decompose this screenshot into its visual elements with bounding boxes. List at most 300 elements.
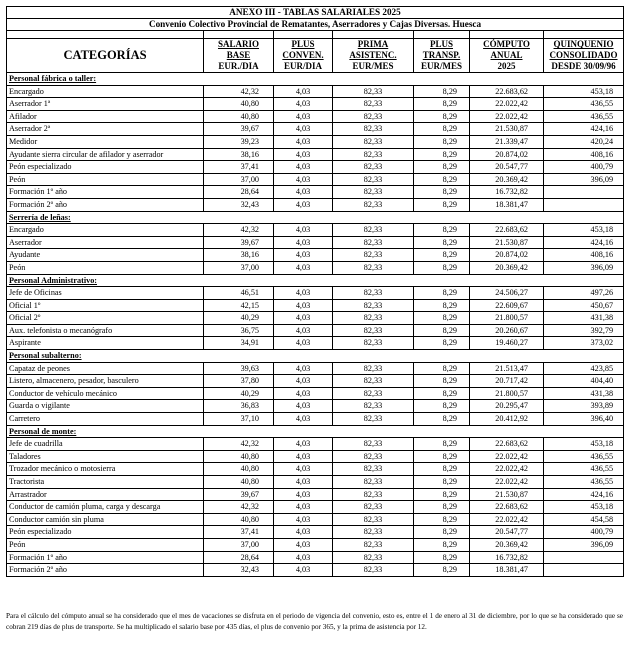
quinquenio-cell: 424,16 bbox=[544, 123, 624, 136]
prima-cell: 82,33 bbox=[333, 299, 414, 312]
table-row bbox=[7, 173, 624, 186]
page-subtitle: Convenio Colectivo Provincial de Rematantes, Aserradores y Cajas Diversas. Huesca bbox=[7, 19, 624, 31]
category-cell: Guarda o vigilante bbox=[7, 400, 204, 413]
quinquenio-cell: 396,09 bbox=[544, 538, 624, 551]
category-cell: Peón bbox=[7, 173, 204, 186]
computo-cell: 20.717,42 bbox=[470, 375, 544, 388]
salario-base-cell: 38,16 bbox=[204, 148, 274, 161]
prima-cell: 82,33 bbox=[333, 135, 414, 148]
section-header-row bbox=[7, 425, 624, 438]
salario-base-cell: 39,67 bbox=[204, 123, 274, 136]
quinquenio-cell: 454,58 bbox=[544, 513, 624, 526]
plus-conven-cell: 4,03 bbox=[274, 173, 333, 186]
computo-cell: 22.683,62 bbox=[470, 501, 544, 514]
table-row bbox=[7, 513, 624, 526]
prima-cell: 82,33 bbox=[333, 186, 414, 199]
plus-transp-cell: 8,29 bbox=[414, 299, 470, 312]
header-prima bbox=[333, 39, 414, 73]
table-row bbox=[7, 526, 624, 539]
category-cell: Aserrador 1ª bbox=[7, 98, 204, 111]
plus-transp-cell: 8,29 bbox=[414, 198, 470, 211]
computo-cell: 20.412,92 bbox=[470, 413, 544, 426]
quinquenio-cell: 431,38 bbox=[544, 387, 624, 400]
prima-cell: 82,33 bbox=[333, 526, 414, 539]
category-cell: Peón especializado bbox=[7, 161, 204, 174]
salario-base-cell: 37,00 bbox=[204, 173, 274, 186]
header-categorias: CATEGORÍAS bbox=[7, 39, 204, 73]
plus-transp-cell: 8,29 bbox=[414, 501, 470, 514]
computo-cell: 20.547,77 bbox=[470, 161, 544, 174]
plus-conven-cell: 4,03 bbox=[274, 476, 333, 489]
plus-transp-cell: 8,29 bbox=[414, 249, 470, 262]
quinquenio-cell: 400,79 bbox=[544, 526, 624, 539]
category-cell: Aspirante bbox=[7, 337, 204, 350]
salario-base-cell: 32,43 bbox=[204, 564, 274, 577]
table-row bbox=[7, 551, 624, 564]
header-line: QUINQUENIO bbox=[553, 39, 614, 49]
table-row bbox=[7, 387, 624, 400]
salario-base-cell: 38,16 bbox=[204, 249, 274, 262]
salario-base-cell: 40,29 bbox=[204, 312, 274, 325]
plus-conven-cell: 4,03 bbox=[274, 198, 333, 211]
salario-base-cell: 40,80 bbox=[204, 463, 274, 476]
plus-conven-cell: 4,03 bbox=[274, 438, 333, 451]
prima-cell: 82,33 bbox=[333, 438, 414, 451]
plus-transp-cell: 8,29 bbox=[414, 312, 470, 325]
salario-base-cell: 42,32 bbox=[204, 501, 274, 514]
table-row bbox=[7, 198, 624, 211]
plus-transp-cell: 8,29 bbox=[414, 438, 470, 451]
salario-base-cell: 39,23 bbox=[204, 135, 274, 148]
category-cell: Conductor de vehículo mecánico bbox=[7, 387, 204, 400]
plus-conven-cell: 4,03 bbox=[274, 186, 333, 199]
prima-cell: 82,33 bbox=[333, 501, 414, 514]
prima-cell: 82,33 bbox=[333, 538, 414, 551]
quinquenio-cell: 453,18 bbox=[544, 85, 624, 98]
plus-conven-cell: 4,03 bbox=[274, 161, 333, 174]
header-unit: EUR/MES bbox=[352, 61, 394, 71]
spacer-cell bbox=[7, 31, 204, 39]
plus-transp-cell: 8,29 bbox=[414, 551, 470, 564]
computo-cell: 20.874,02 bbox=[470, 249, 544, 262]
plus-conven-cell: 4,03 bbox=[274, 135, 333, 148]
plus-conven-cell: 4,03 bbox=[274, 387, 333, 400]
plus-transp-cell: 8,29 bbox=[414, 186, 470, 199]
section-header-row bbox=[7, 73, 624, 86]
category-cell: Oficial 2º bbox=[7, 312, 204, 325]
salario-base-cell: 42,32 bbox=[204, 224, 274, 237]
table-row bbox=[7, 450, 624, 463]
salario-base-cell: 39,63 bbox=[204, 362, 274, 375]
category-cell: Carretero bbox=[7, 413, 204, 426]
plus-transp-cell: 8,29 bbox=[414, 513, 470, 526]
plus-conven-cell: 4,03 bbox=[274, 551, 333, 564]
prima-cell: 82,33 bbox=[333, 488, 414, 501]
computo-cell: 22.022,42 bbox=[470, 450, 544, 463]
plus-conven-cell: 4,03 bbox=[274, 538, 333, 551]
computo-cell: 22.022,42 bbox=[470, 513, 544, 526]
plus-conven-cell: 4,03 bbox=[274, 488, 333, 501]
page-title: ANEXO III - TABLAS SALARIALES 2025 bbox=[7, 7, 624, 19]
plus-transp-cell: 8,29 bbox=[414, 538, 470, 551]
plus-conven-cell: 4,03 bbox=[274, 224, 333, 237]
computo-cell: 22.022,42 bbox=[470, 98, 544, 111]
table-row bbox=[7, 85, 624, 98]
table-row bbox=[7, 287, 624, 300]
plus-conven-cell: 4,03 bbox=[274, 463, 333, 476]
computo-cell: 21.339,47 bbox=[470, 135, 544, 148]
plus-transp-cell: 8,29 bbox=[414, 173, 470, 186]
category-cell: Formación 1º año bbox=[7, 186, 204, 199]
computo-cell: 20.260,67 bbox=[470, 324, 544, 337]
category-cell: Oficial 1º bbox=[7, 299, 204, 312]
prima-cell: 82,33 bbox=[333, 249, 414, 262]
table-row bbox=[7, 337, 624, 350]
plus-transp-cell: 8,29 bbox=[414, 413, 470, 426]
prima-cell: 82,33 bbox=[333, 375, 414, 388]
quinquenio-cell: 396,09 bbox=[544, 261, 624, 274]
plus-transp-cell: 8,29 bbox=[414, 148, 470, 161]
header-line: CONSOLIDADO bbox=[549, 50, 618, 60]
salario-base-cell: 37,00 bbox=[204, 538, 274, 551]
header-computo bbox=[470, 39, 544, 73]
computo-cell: 22.022,42 bbox=[470, 110, 544, 123]
quinquenio-cell: 497,26 bbox=[544, 287, 624, 300]
header-line: SALARIO bbox=[217, 39, 259, 49]
quinquenio-cell: 393,89 bbox=[544, 400, 624, 413]
category-cell: Jefe de Oficinas bbox=[7, 287, 204, 300]
header-line: PLUS bbox=[291, 39, 315, 49]
plus-conven-cell: 4,03 bbox=[274, 526, 333, 539]
category-cell: Peón bbox=[7, 538, 204, 551]
plus-transp-cell: 8,29 bbox=[414, 161, 470, 174]
prima-cell: 82,33 bbox=[333, 198, 414, 211]
prima-cell: 82,33 bbox=[333, 337, 414, 350]
computo-cell: 16.732,82 bbox=[470, 551, 544, 564]
header-line: ANUAL bbox=[490, 50, 523, 60]
computo-cell: 21.800,57 bbox=[470, 312, 544, 325]
quinquenio-cell: 423,85 bbox=[544, 362, 624, 375]
table-row bbox=[7, 110, 624, 123]
computo-cell: 20.295,47 bbox=[470, 400, 544, 413]
plus-conven-cell: 4,03 bbox=[274, 564, 333, 577]
computo-cell: 22.609,67 bbox=[470, 299, 544, 312]
table-row bbox=[7, 463, 624, 476]
salario-base-cell: 40,80 bbox=[204, 98, 274, 111]
quinquenio-cell bbox=[544, 551, 624, 564]
plus-transp-cell: 8,29 bbox=[414, 400, 470, 413]
category-cell: Conductor de camión pluma, carga y descarga bbox=[7, 501, 204, 514]
header-plus-transp bbox=[414, 39, 470, 73]
quinquenio-cell: 436,55 bbox=[544, 463, 624, 476]
category-cell: Encargado bbox=[7, 224, 204, 237]
header-unit: DESDE 30/09/96 bbox=[551, 61, 616, 71]
table-row bbox=[7, 564, 624, 577]
section-title: Personal fábrica o taller: bbox=[7, 73, 624, 86]
salario-base-cell: 28,64 bbox=[204, 551, 274, 564]
plus-transp-cell: 8,29 bbox=[414, 85, 470, 98]
salario-base-cell: 40,29 bbox=[204, 387, 274, 400]
category-cell: Arrastrador bbox=[7, 488, 204, 501]
header-unit: EUR/DIA bbox=[283, 61, 322, 71]
salario-base-cell: 28,64 bbox=[204, 186, 274, 199]
prima-cell: 82,33 bbox=[333, 450, 414, 463]
table-row bbox=[7, 236, 624, 249]
plus-conven-cell: 4,03 bbox=[274, 261, 333, 274]
plus-transp-cell: 8,29 bbox=[414, 337, 470, 350]
spacer-cell bbox=[544, 31, 624, 39]
plus-transp-cell: 8,29 bbox=[414, 261, 470, 274]
prima-cell: 82,33 bbox=[333, 161, 414, 174]
prima-cell: 82,33 bbox=[333, 110, 414, 123]
salario-base-cell: 46,51 bbox=[204, 287, 274, 300]
prima-cell: 82,33 bbox=[333, 98, 414, 111]
spacer-cell bbox=[470, 31, 544, 39]
quinquenio-cell bbox=[544, 564, 624, 577]
salary-table-sheet bbox=[6, 6, 623, 577]
prima-cell: 82,33 bbox=[333, 148, 414, 161]
salario-base-cell: 36,83 bbox=[204, 400, 274, 413]
header-line: TRANSP. bbox=[422, 50, 461, 60]
prima-cell: 82,33 bbox=[333, 85, 414, 98]
plus-conven-cell: 4,03 bbox=[274, 362, 333, 375]
quinquenio-cell: 453,18 bbox=[544, 224, 624, 237]
salario-base-cell: 39,67 bbox=[204, 236, 274, 249]
prima-cell: 82,33 bbox=[333, 236, 414, 249]
plus-conven-cell: 4,03 bbox=[274, 299, 333, 312]
computo-cell: 22.022,42 bbox=[470, 463, 544, 476]
quinquenio-cell: 436,55 bbox=[544, 110, 624, 123]
quinquenio-cell: 392,79 bbox=[544, 324, 624, 337]
computo-cell: 22.022,42 bbox=[470, 476, 544, 489]
salary-table bbox=[6, 6, 624, 577]
header-row bbox=[7, 39, 624, 73]
quinquenio-cell: 431,38 bbox=[544, 312, 624, 325]
table-row bbox=[7, 98, 624, 111]
category-cell: Afilador bbox=[7, 110, 204, 123]
category-cell: Listero, almacenero, pesador, basculero bbox=[7, 375, 204, 388]
plus-transp-cell: 8,29 bbox=[414, 123, 470, 136]
salario-base-cell: 32,43 bbox=[204, 198, 274, 211]
plus-conven-cell: 4,03 bbox=[274, 236, 333, 249]
header-line: CÓMPUTO bbox=[483, 39, 530, 49]
prima-cell: 82,33 bbox=[333, 513, 414, 526]
plus-transp-cell: 8,29 bbox=[414, 287, 470, 300]
prima-cell: 82,33 bbox=[333, 476, 414, 489]
plus-conven-cell: 4,03 bbox=[274, 123, 333, 136]
category-cell: Aserrador bbox=[7, 236, 204, 249]
salario-base-cell: 37,41 bbox=[204, 526, 274, 539]
plus-transp-cell: 8,29 bbox=[414, 564, 470, 577]
table-row bbox=[7, 501, 624, 514]
prima-cell: 82,33 bbox=[333, 362, 414, 375]
computo-cell: 21.530,87 bbox=[470, 123, 544, 136]
table-row bbox=[7, 148, 624, 161]
category-cell: Formación 2º año bbox=[7, 198, 204, 211]
table-row bbox=[7, 538, 624, 551]
plus-conven-cell: 4,03 bbox=[274, 312, 333, 325]
computo-cell: 22.683,62 bbox=[470, 224, 544, 237]
plus-transp-cell: 8,29 bbox=[414, 387, 470, 400]
category-cell: Aserrador 2ª bbox=[7, 123, 204, 136]
quinquenio-cell: 404,40 bbox=[544, 375, 624, 388]
quinquenio-cell: 420,24 bbox=[544, 135, 624, 148]
header-line: ASISTENC. bbox=[349, 50, 397, 60]
plus-transp-cell: 8,29 bbox=[414, 375, 470, 388]
computo-cell: 20.369,42 bbox=[470, 173, 544, 186]
prima-cell: 82,33 bbox=[333, 413, 414, 426]
plus-conven-cell: 4,03 bbox=[274, 513, 333, 526]
table-row bbox=[7, 312, 624, 325]
section-header-row bbox=[7, 274, 624, 287]
prima-cell: 82,33 bbox=[333, 173, 414, 186]
computo-cell: 22.683,62 bbox=[470, 438, 544, 451]
plus-conven-cell: 4,03 bbox=[274, 324, 333, 337]
table-row bbox=[7, 249, 624, 262]
prima-cell: 82,33 bbox=[333, 387, 414, 400]
category-cell: Trozador mecánico o motosierra bbox=[7, 463, 204, 476]
footnote: Para el cálculo del cómputo anual se ha considerado que el mes de vacaciones se disfruta en el periodo de vigencia del convenio, esto es, entre el 1 de enero al 31 de diciembre, por lo que se ha considerado que se cobran 219 días de plus de transporte. Se ha multiplicado el salario base por 435 días, el plus de convenio por 365, y la prima de asistencia por 12. bbox=[6, 612, 623, 631]
category-cell: Formación 2º año bbox=[7, 564, 204, 577]
salario-base-cell: 37,41 bbox=[204, 161, 274, 174]
plus-transp-cell: 8,29 bbox=[414, 450, 470, 463]
plus-transp-cell: 8,29 bbox=[414, 362, 470, 375]
plus-transp-cell: 8,29 bbox=[414, 476, 470, 489]
table-row bbox=[7, 375, 624, 388]
salario-base-cell: 34,91 bbox=[204, 337, 274, 350]
salario-base-cell: 40,80 bbox=[204, 476, 274, 489]
section-title: Personal subalterno: bbox=[7, 350, 624, 363]
salario-base-cell: 37,00 bbox=[204, 261, 274, 274]
table-row bbox=[7, 261, 624, 274]
header-plus-conven bbox=[274, 39, 333, 73]
table-row bbox=[7, 476, 624, 489]
section-header-row bbox=[7, 211, 624, 224]
spacer-cell bbox=[274, 31, 333, 39]
category-cell: Peón bbox=[7, 261, 204, 274]
prima-cell: 82,33 bbox=[333, 564, 414, 577]
computo-cell: 18.381,47 bbox=[470, 564, 544, 577]
category-cell: Ayudante bbox=[7, 249, 204, 262]
prima-cell: 82,33 bbox=[333, 312, 414, 325]
computo-cell: 21.513,47 bbox=[470, 362, 544, 375]
spacer-cell bbox=[333, 31, 414, 39]
prima-cell: 82,33 bbox=[333, 123, 414, 136]
header-salario-base bbox=[204, 39, 274, 73]
prima-cell: 82,33 bbox=[333, 551, 414, 564]
header-unit: EUR/MES bbox=[420, 61, 462, 71]
prima-cell: 82,33 bbox=[333, 287, 414, 300]
category-cell: Aux. telefonista o mecanógrafo bbox=[7, 324, 204, 337]
section-title: Personal Administrativo: bbox=[7, 274, 624, 287]
plus-transp-cell: 8,29 bbox=[414, 236, 470, 249]
salario-base-cell: 40,80 bbox=[204, 513, 274, 526]
salario-base-cell: 36,75 bbox=[204, 324, 274, 337]
section-title: Personal de monte: bbox=[7, 425, 624, 438]
computo-cell: 20.369,42 bbox=[470, 261, 544, 274]
computo-cell: 20.874,02 bbox=[470, 148, 544, 161]
salario-base-cell: 37,80 bbox=[204, 375, 274, 388]
plus-conven-cell: 4,03 bbox=[274, 413, 333, 426]
salario-base-cell: 40,80 bbox=[204, 450, 274, 463]
plus-transp-cell: 8,29 bbox=[414, 110, 470, 123]
plus-conven-cell: 4,03 bbox=[274, 85, 333, 98]
plus-transp-cell: 8,29 bbox=[414, 488, 470, 501]
category-cell: Jefe de cuadrilla bbox=[7, 438, 204, 451]
computo-cell: 19.460,27 bbox=[470, 337, 544, 350]
header-line: PRIMA bbox=[357, 39, 389, 49]
quinquenio-cell: 436,55 bbox=[544, 450, 624, 463]
category-cell: Tractorista bbox=[7, 476, 204, 489]
plus-conven-cell: 4,03 bbox=[274, 501, 333, 514]
table-row bbox=[7, 135, 624, 148]
quinquenio-cell bbox=[544, 186, 624, 199]
quinquenio-cell: 408,16 bbox=[544, 148, 624, 161]
table-row bbox=[7, 438, 624, 451]
category-cell: Conductor camión sin pluma bbox=[7, 513, 204, 526]
section-header-row bbox=[7, 350, 624, 363]
prima-cell: 82,33 bbox=[333, 224, 414, 237]
header-line: PLUS bbox=[429, 39, 453, 49]
quinquenio-cell: 436,55 bbox=[544, 98, 624, 111]
category-cell: Capataz de peones bbox=[7, 362, 204, 375]
plus-conven-cell: 4,03 bbox=[274, 110, 333, 123]
spacer-cell bbox=[414, 31, 470, 39]
prima-cell: 82,33 bbox=[333, 261, 414, 274]
plus-transp-cell: 8,29 bbox=[414, 224, 470, 237]
quinquenio-cell: 400,79 bbox=[544, 161, 624, 174]
table-row bbox=[7, 186, 624, 199]
table-row bbox=[7, 161, 624, 174]
table-row bbox=[7, 299, 624, 312]
quinquenio-cell: 453,18 bbox=[544, 501, 624, 514]
plus-conven-cell: 4,03 bbox=[274, 148, 333, 161]
quinquenio-cell: 424,16 bbox=[544, 488, 624, 501]
quinquenio-cell: 450,67 bbox=[544, 299, 624, 312]
prima-cell: 82,33 bbox=[333, 400, 414, 413]
header-line: CONVEN. bbox=[282, 50, 324, 60]
table-row bbox=[7, 224, 624, 237]
plus-conven-cell: 4,03 bbox=[274, 337, 333, 350]
salario-base-cell: 42,15 bbox=[204, 299, 274, 312]
table-row bbox=[7, 123, 624, 136]
category-cell: Taladores bbox=[7, 450, 204, 463]
prima-cell: 82,33 bbox=[333, 324, 414, 337]
quinquenio-cell: 453,18 bbox=[544, 438, 624, 451]
computo-cell: 21.800,57 bbox=[470, 387, 544, 400]
header-quinquenio bbox=[544, 39, 624, 73]
computo-cell: 20.547,77 bbox=[470, 526, 544, 539]
computo-cell: 22.683,62 bbox=[470, 85, 544, 98]
plus-conven-cell: 4,03 bbox=[274, 375, 333, 388]
plus-conven-cell: 4,03 bbox=[274, 249, 333, 262]
salario-base-cell: 42,32 bbox=[204, 438, 274, 451]
category-cell: Peón especializado bbox=[7, 526, 204, 539]
table-row bbox=[7, 413, 624, 426]
quinquenio-cell bbox=[544, 198, 624, 211]
category-cell: Formación 1º año bbox=[7, 551, 204, 564]
category-cell: Encargado bbox=[7, 85, 204, 98]
computo-cell: 24.506,27 bbox=[470, 287, 544, 300]
salario-base-cell: 40,80 bbox=[204, 110, 274, 123]
spacer-cell bbox=[204, 31, 274, 39]
computo-cell: 20.369,42 bbox=[470, 538, 544, 551]
plus-transp-cell: 8,29 bbox=[414, 98, 470, 111]
table-row bbox=[7, 362, 624, 375]
plus-transp-cell: 8,29 bbox=[414, 135, 470, 148]
salario-base-cell: 42,32 bbox=[204, 85, 274, 98]
category-cell: Ayudante sierra circular de afilador y aserrador bbox=[7, 148, 204, 161]
